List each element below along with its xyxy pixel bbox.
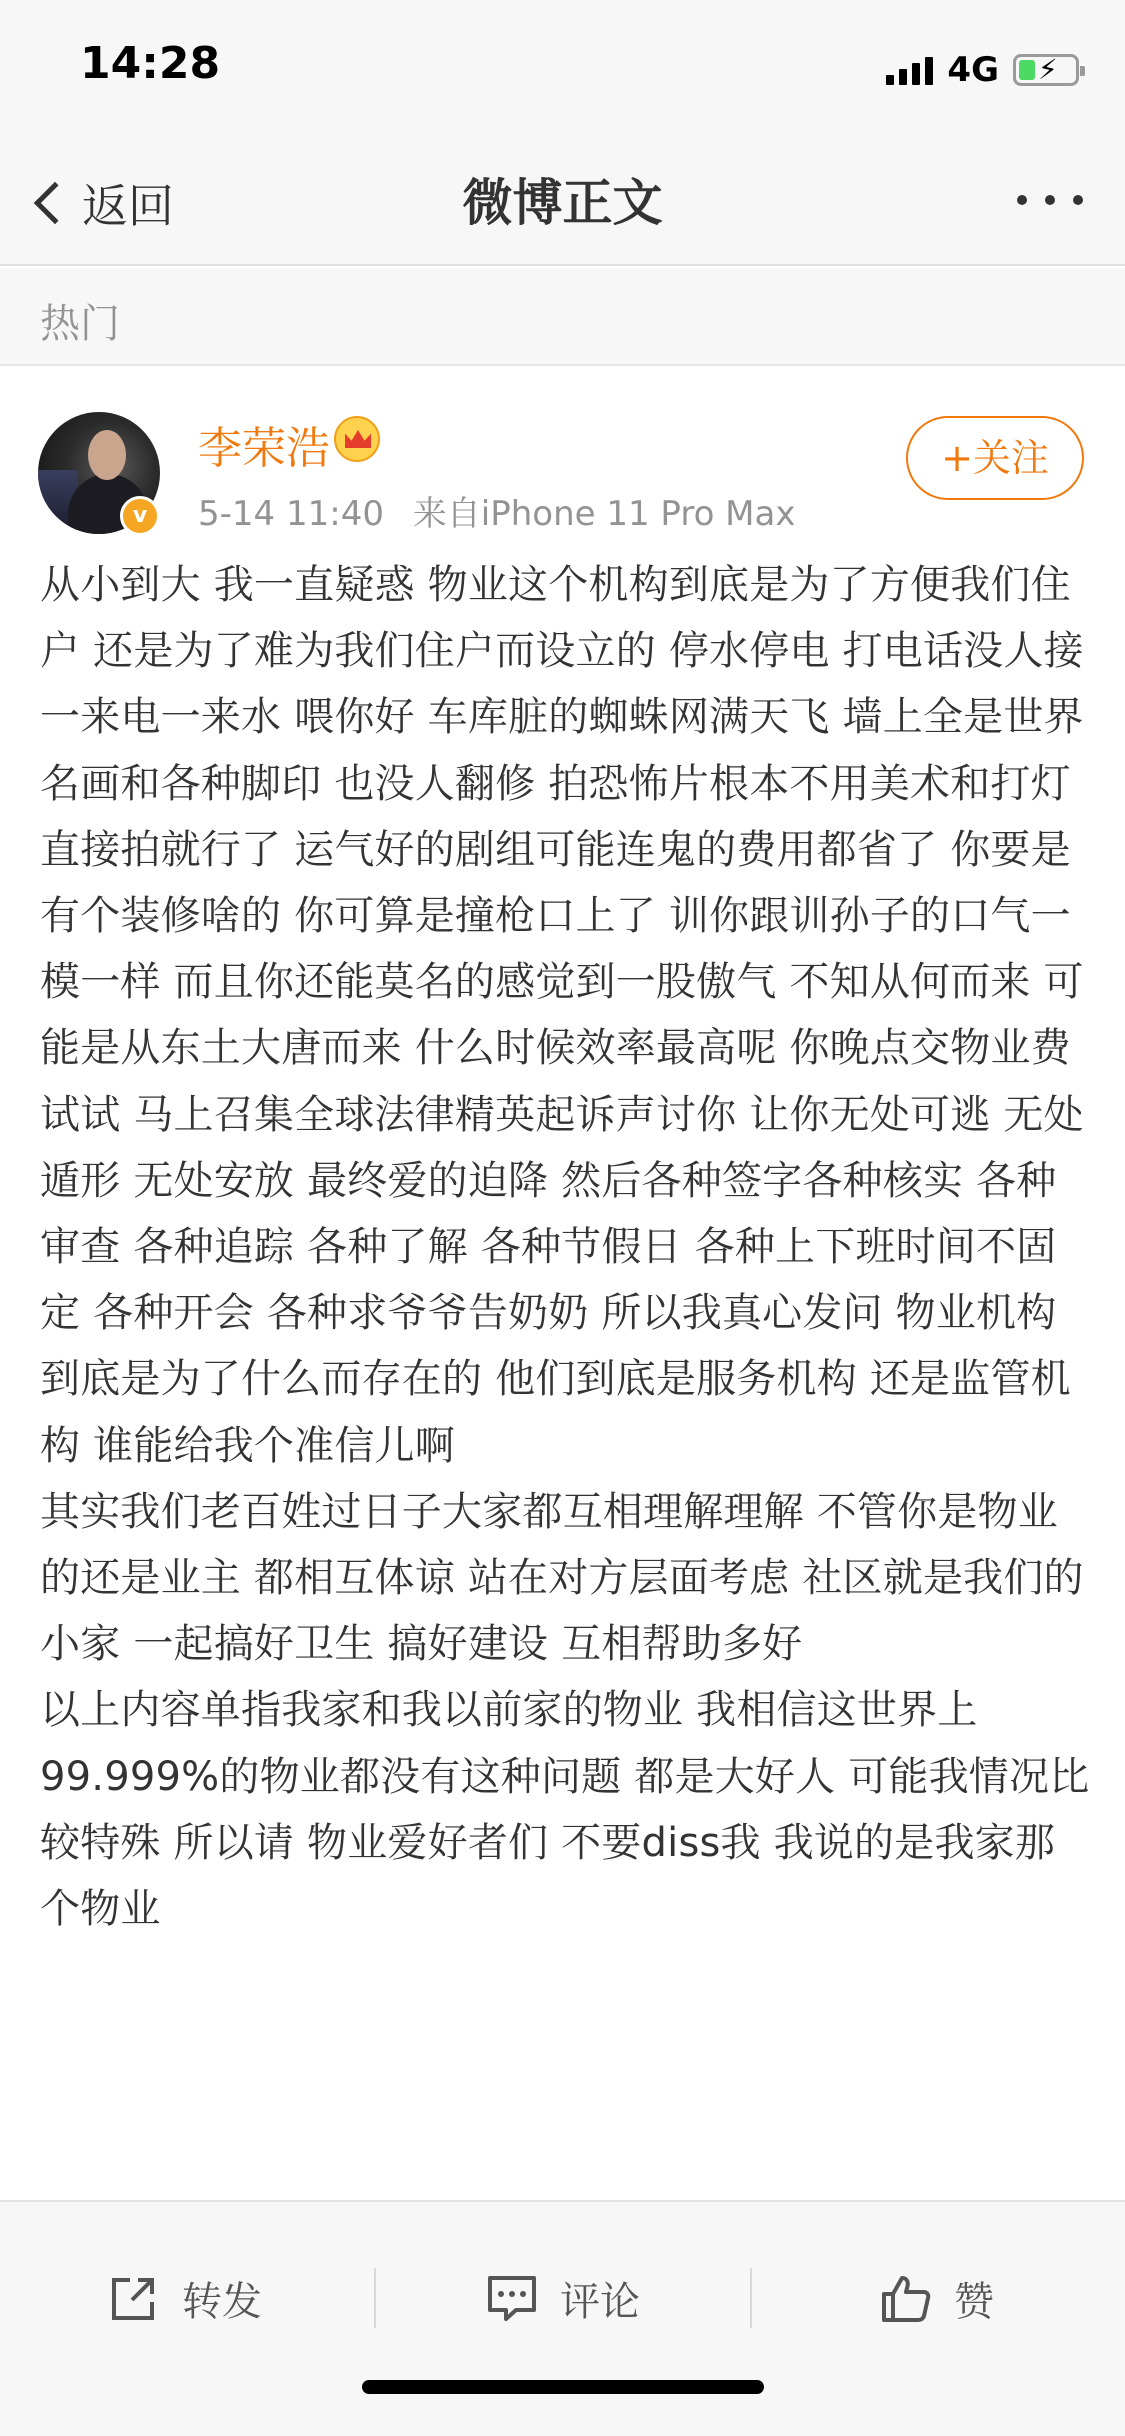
post-paragraph: 从小到大 我一直疑惑 物业这个机构到底是为了方便我们住户 还是为了难为我们住户而设立的 停水停电 打电话没人接 一来电一来水 喂你好 车库脏的蜘蛛网满天飞 墙上全是世界名画和各种脚印 也没人翻修 拍恐怖片根本不用美术和打灯 直接拍就行了 运气好的剧组可能连鬼的费用都省了 你要是有个装修啥的 你可算是撞枪口上了 训你跟训孙子的口气一模一样 而且你还能莫名的感觉到一股傲气 不知从何而来 可能是从东土大唐而来 什么时候效率最高呢 你晚点交物业费试试 马上召集全球法律精英起诉声讨你 让你无处可逃 无处遁形 无处安放 最终爱的迫降 然后各种签字各种核实 各种审查 各种追踪 各种了解 各种节假日 各种上下班时间不固定 各种开会 各种求爷爷告奶奶 所以我真心发问 物业机构到底是为了什么而存在的 他们到底是服务机构 还是监管机构 谁能给我个准信儿啊 <box>40 562 1084 1469</box>
comment-button[interactable] <box>486 2268 640 2328</box>
repost-button[interactable] <box>108 2268 262 2328</box>
post-date: 5-14 11:40 <box>198 494 384 534</box>
post-source: 来自iPhone 11 Pro Max <box>412 494 796 534</box>
post-paragraph: 以上内容单指我家和我以前家的物业 我相信这世界上99.999%的物业都没有这种问题 都是大好人 可能我情况比较特殊 所以请 物业爱好者们 不要diss我 我说的是我家那个物业 <box>40 1687 1090 1933</box>
repost-label: 转发 <box>182 2278 262 2325</box>
signal-icon <box>886 55 933 85</box>
back-label: 返回 <box>82 179 174 233</box>
crown-icon[interactable] <box>334 416 380 462</box>
charging-bolt-icon: ⚡ <box>1038 53 1058 86</box>
more-options-icon[interactable] <box>1017 195 1083 205</box>
status-time: 14:28 <box>80 38 221 89</box>
page-title: 微博正文 <box>462 174 663 232</box>
divider <box>750 2268 752 2328</box>
like-label: 赞 <box>954 2278 994 2325</box>
comment-label: 评论 <box>560 2278 640 2325</box>
status-indicators <box>886 48 1079 92</box>
action-bar <box>0 2200 1125 2436</box>
repost-icon <box>108 2272 160 2324</box>
post-paragraph: 其实我们老百姓过日子大家都互相理解理解 不管你是物业的还是业主 都相互体谅 站在对方层面考虑 社区就是我们的小家 一起搞好卫生 搞好建设 互相帮助多好 <box>40 1488 1084 1668</box>
battery-icon <box>1013 54 1079 86</box>
verified-badge-icon: v <box>120 496 160 536</box>
network-label: 4G <box>947 50 999 90</box>
thumbs-up-icon <box>880 2272 932 2324</box>
divider <box>374 2268 376 2328</box>
post-body <box>40 552 1090 1942</box>
nav-bar <box>0 140 1125 266</box>
status-bar <box>0 0 1125 140</box>
author-header <box>0 368 1125 538</box>
section-header <box>0 268 1125 366</box>
follow-button[interactable]: +关注 <box>906 416 1084 500</box>
like-button[interactable] <box>880 2268 994 2328</box>
hot-label: 热门 <box>40 301 120 347</box>
author-name[interactable]: 李荣浩 <box>198 423 330 474</box>
home-indicator[interactable] <box>362 2380 764 2394</box>
post-meta <box>198 486 813 535</box>
comment-icon <box>486 2272 538 2324</box>
